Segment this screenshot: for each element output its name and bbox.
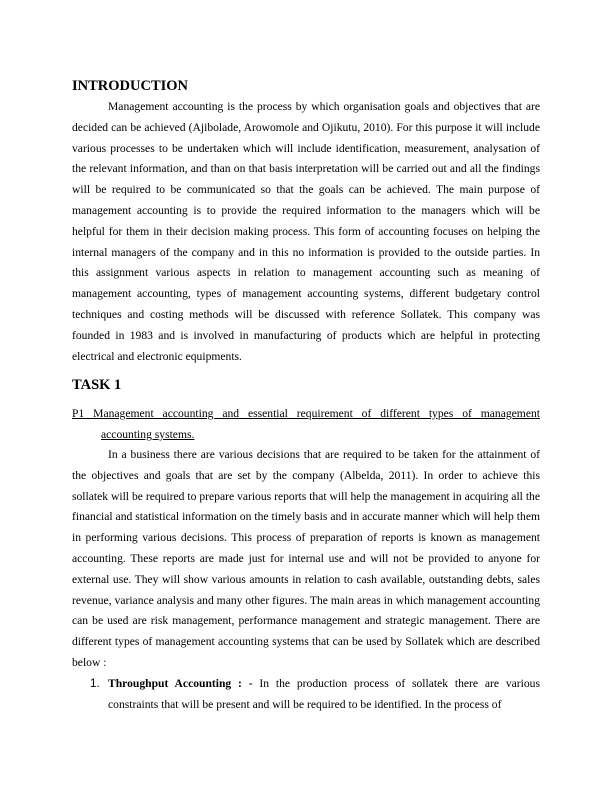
list-item bbox=[72, 674, 540, 716]
task1-subheading-line1: P1 Management accounting and essential requirement of different types of management bbox=[72, 407, 540, 420]
introduction-paragraph: Management accounting is the process by which organisation goals and objectives that are decided can be achieved (Ajibolade, Arowomole and Ojikutu, 2010). For this purpose it will include various processes to be undertaken which will include identification, measurement, analysation of the relevant information, and than on that basis interpretation will be carried out and all the findings will be required to be communicated so that the goals can be achieved. The main purpose of management accounting is to provide the required information to the managers which will be helpful for them in their decision making process. This form of accounting focuses on helping the internal managers of the company and in this no information is provided to the outside parties. In this assignment various aspects in relation to management accounting such as meaning of management accounting, types of management accounting systems, different budgetary control techniques and costing methods will be discussed with reference Sollatek. This company was founded in 1983 and is involved in manufacturing of products which are helpful in protecting electrical and electronic equipments. bbox=[72, 100, 540, 363]
list-item-number: 1. bbox=[90, 677, 100, 690]
task1-heading: TASK 1 bbox=[72, 377, 122, 393]
task1-paragraph: In a business there are various decisions that are required to be taken for the attainment of the objectives and goals that are set by the company (Albelda, 2011). In order to achieve this sollatek will be required to prepare various reports that will help the management in acquiring all the financial and statistical information on the timely basis and in accurate manner which will help them in performing various decisions. This process of preparation of reports is known as management accounting. These reports are made just for internal use and will not be provided to anyone for external use. They will show various amounts in relation to cash available, outstanding debts, sales revenue, variance analysis and many other figures. The main areas in which management accounting can be used are risk management, performance management and strategic management. There are different types of management accounting systems that can be used by Sollatek which are described below : bbox=[72, 448, 540, 669]
list-item-term: Throughput Accounting : - bbox=[108, 677, 253, 690]
task1-subheading-line2: accounting systems. bbox=[101, 427, 195, 441]
list-item-body bbox=[108, 674, 540, 716]
task1-subheading bbox=[72, 404, 540, 446]
introduction-heading: INTRODUCTION bbox=[72, 78, 189, 94]
list-item-text: In the production process of sollatek there are various constraints that will be present and will be required to be identified. In the process of bbox=[108, 677, 540, 711]
